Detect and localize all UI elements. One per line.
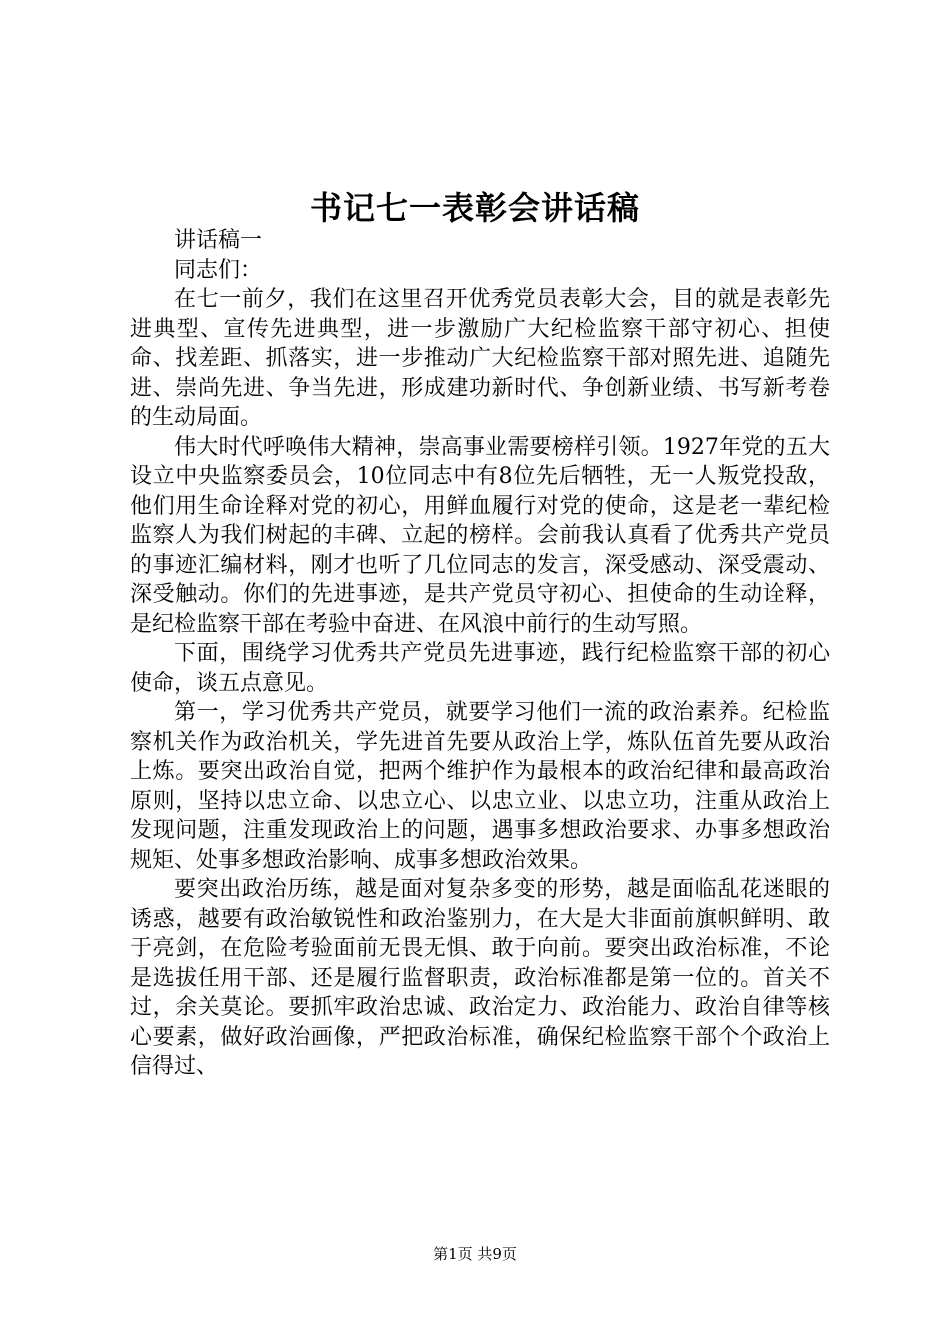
paragraph: 在七一前夕，我们在这里召开优秀党员表彰大会，目的就是表彰先进典型、宣传先进典型，进一步激励广大纪检监察干部守初心、担使命、找差距、抓落实，进一步推动广大纪检监察干部对照先进、追随先进、崇尚先进、争当先进，形成建功新时代、争创新业绩、书写新考卷的生动局面。 [130, 287, 830, 430]
paragraph-heading: 讲话稿一 [174, 228, 263, 253]
paragraph: 要突出政治历练，越是面对复杂多变的形势，越是面临乱花迷眼的诱惑，越要有政治敏锐性和政治鉴别力，在大是大非面前旗帜鲜明、敢于亮剑，在危险考验面前无畏无惧、敢于向前。要突出政治标准，不论是选拔任用干部、还是履行监督职责，政治标准都是第一位的。首关不过，余关莫论。要抓牢政治忠诚、政治定力、政治能力、政治自律等核心要素，做好政治画像，严把政治标准，确保纪检监察干部个个政治上信得过、 [130, 877, 830, 1079]
paragraph: 第一，学习优秀共产党员，就要学习他们一流的政治素养。纪检监察机关作为政治机关，学先进首先要从政治上学，炼队伍首先要从政治上炼。要突出政治自觉，把两个维护作为最根本的政治纪律和最高政治原则，坚持以忠立命、以忠立心、以忠立业、以忠立功，注重从政治上发现问题，注重发现政治上的问题，遇事多想政治要求、办事多想政治规矩、处事多想政治影响、成事多想政治效果。 [130, 700, 830, 873]
document-body [130, 226, 830, 1082]
paragraph: 伟大时代呼唤伟大精神，崇高事业需要榜样引领。1927年党的五大设立中央监察委员会，10位同志中有8位先后牺牲，无一人叛党投敌，他们用生命诠释对党的初心，用鲜血履行对党的使命，这是老一辈纪检监察人为我们树起的丰碑、立起的榜样。会前我认真看了优秀共产党员的事迹汇编材料，刚才也听了几位同志的发言，深受感动、深受震动、深受触动。你们的先进事迹，是共产党员守初心、担使命的生动诠释，是纪检监察干部在考验中奋进、在风浪中前行的生动写照。 [130, 434, 830, 637]
paragraph: 下面，围绕学习优秀共产党员先进事迹，践行纪检监察干部的初心使命，谈五点意见。 [130, 641, 830, 696]
document-title: 书记七一表彰会讲话稿 [309, 189, 640, 227]
page-footer: 第1页 共9页 [433, 1245, 517, 1263]
paragraph-salutation: 同志们： [174, 257, 263, 283]
